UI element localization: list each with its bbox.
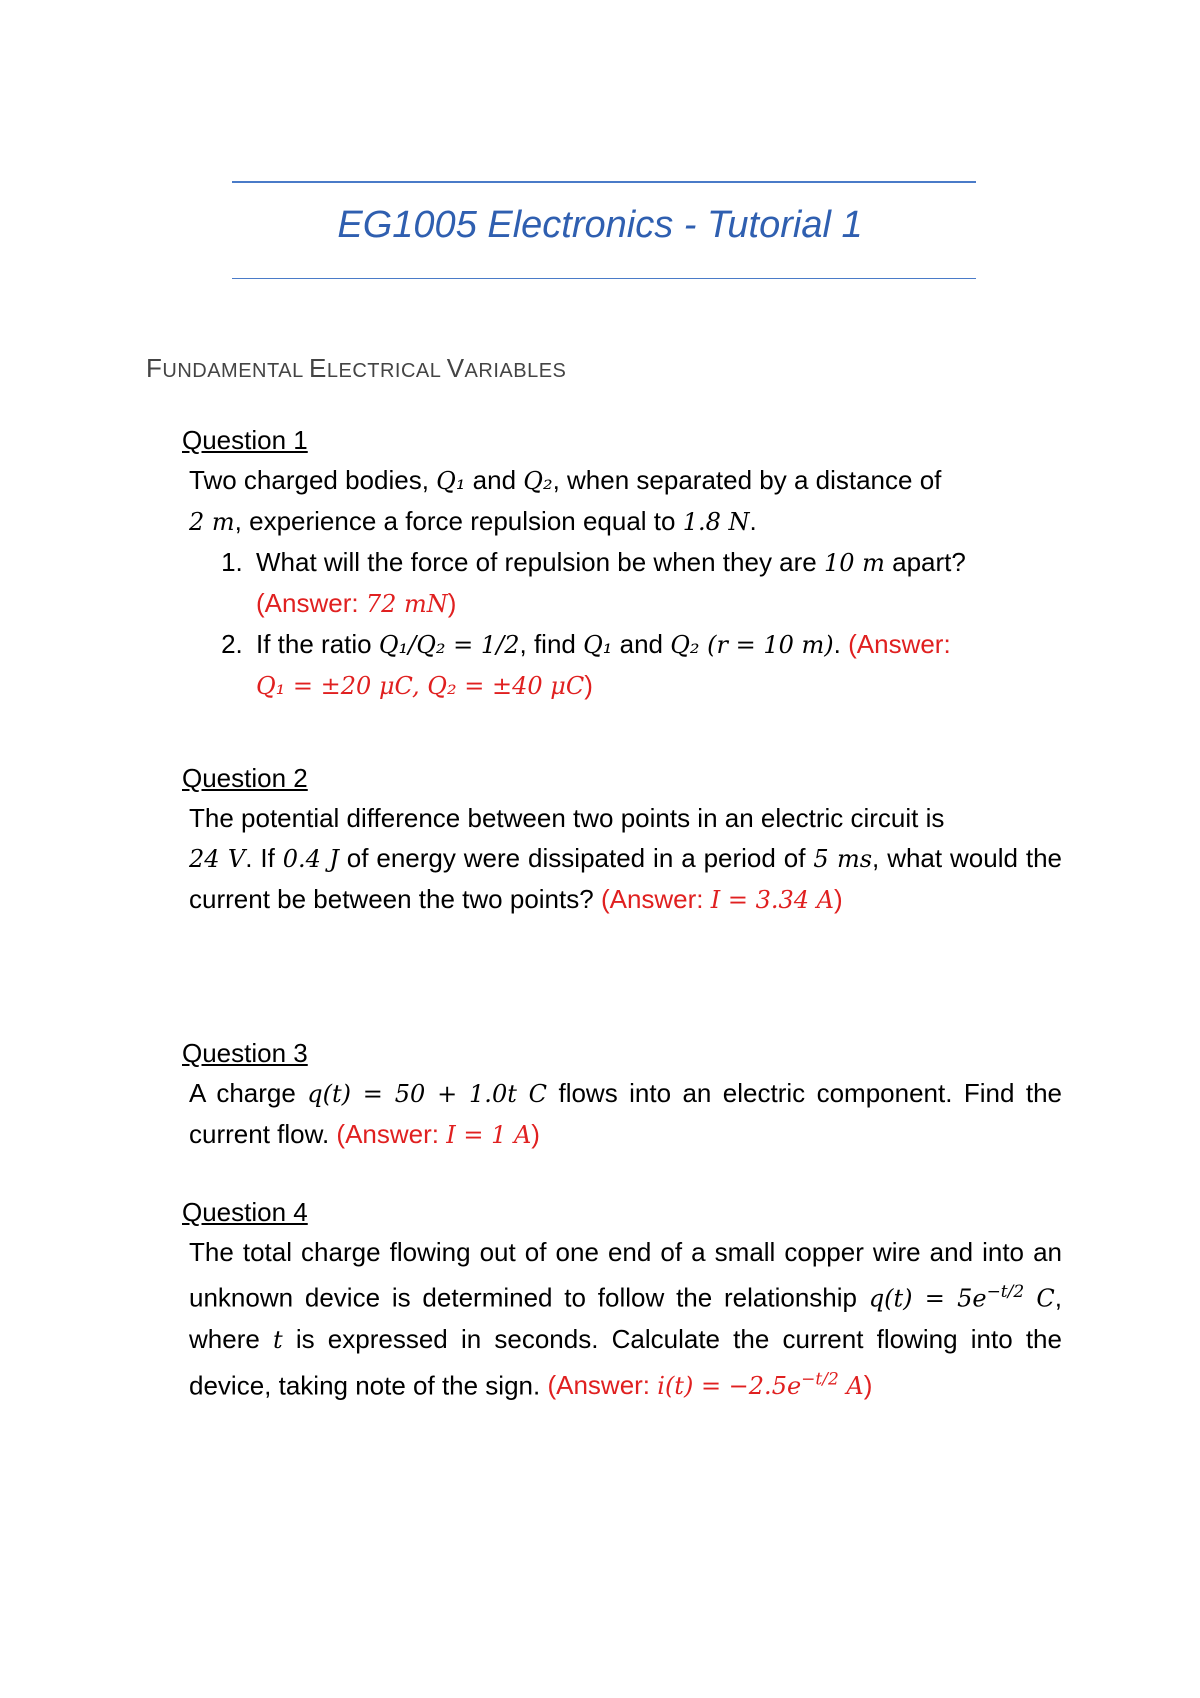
question-4-heading: Question 4 — [182, 1197, 308, 1227]
question-1-part-1: 1. What will the force of repulsion be when they are 10 m apart? (Answer: 72 mN) — [250, 542, 1062, 624]
question-2-body: The potential difference between two points in an electric circuit is 24 V. If 0.4 J of energy were dissipated in a period of 5 ms, what would the current be between the two points? (Answer: I = 3.34 A) — [189, 803, 1063, 914]
question-1-heading: Question 1 — [182, 425, 308, 455]
answer-2: (Answer: I = 3.34 A) — [600, 884, 843, 914]
answer-1-1: (Answer: 72 mN) — [256, 588, 457, 618]
question-1-parts — [182, 542, 1062, 706]
question-4-body: The total charge flowing out of one end of a small copper wire and into an unknown device is determined to follow the relationship $q(t) = 5e^{-t/2}$ C, where t is expressed in seconds. Calculate the current flowing into the device, taking note of the sign. (Answer: $i(t) = -2.5e^{-t/2}$ A) — [189, 1237, 1062, 1401]
answer-1-2: Q₁ = ±20 μC, Q₂ = ±40 μC) — [256, 670, 593, 700]
question-1 — [182, 420, 1062, 706]
question-2-heading: Question 2 — [182, 763, 308, 793]
title-rule-top — [232, 181, 976, 183]
page-title: EG1005 Electronics - Tutorial 1 — [337, 204, 863, 246]
question-1-body: Two charged bodies, Q₁ and Q₂, when separated by a distance of 2 m, experience a force repulsion equal to 1.8 N. — [189, 465, 942, 536]
answer-3: (Answer: I = 1 A) — [336, 1119, 540, 1149]
title-rule-bottom — [232, 278, 976, 279]
question-1-part-2: 2. If the ratio Q₁/Q₂ = 1/2, find Q₁ and Q₂ (r = 10 m). (Answer: Q₁ = ±20 μC, Q₂ = ±40 μC) — [250, 624, 1062, 706]
question-2 — [182, 758, 1062, 920]
section-heading: FUNDAMENTAL ELECTRICAL VARIABLES — [146, 353, 567, 383]
question-3-heading: Question 3 — [182, 1038, 308, 1068]
question-3-body: A charge q(t) = 50 + 1.0t C flows into an electric component. Find the current flow. (Answer: I = 1 A) — [189, 1078, 1062, 1149]
answer-4: (Answer: $i(t) = -2.5e^{-t/2}$ A) — [547, 1369, 873, 1401]
question-4 — [182, 1192, 1062, 1406]
question-3 — [182, 1033, 1062, 1155]
